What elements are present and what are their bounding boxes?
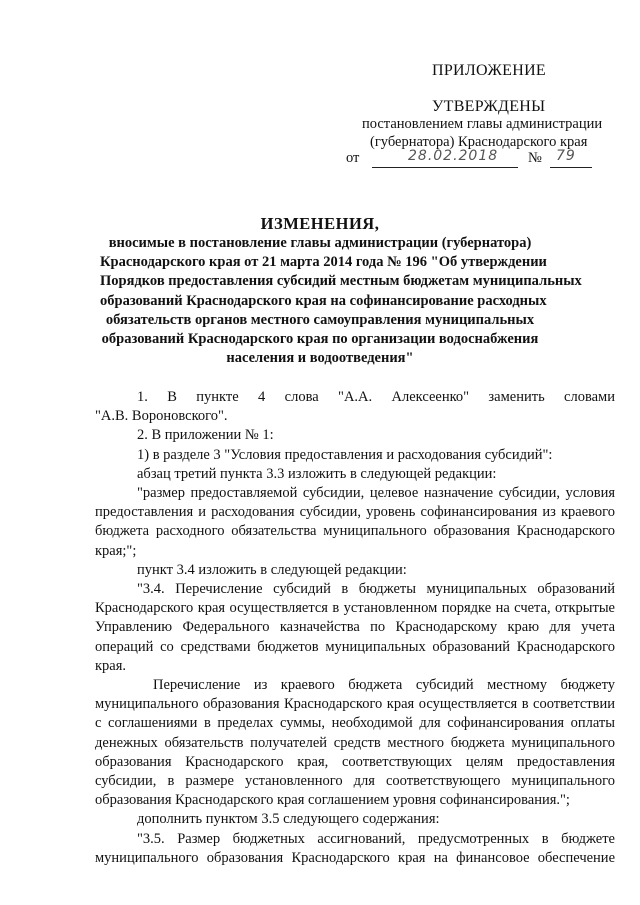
paragraph-1-line-1: 1. В пункте 4 слова "А.А. Алексеенко" заменить словами bbox=[137, 389, 615, 405]
paragraph-2: 2. В приложении № 1: bbox=[137, 427, 274, 444]
paragraph-7: "3.4. Перечисление субсидий в бюджеты муниципальных образований Краснодарского края осуществляется в установленном порядке на счета, открытые Управлению Федерального казначейства по Краснодарскому краю для учета операций со средствами бюджетов муниципальных образований Краснодарского края. bbox=[95, 581, 615, 674]
paragraph-5: "размер предоставляемой субсидии, целевое назначение субсидии, условия предоставления и расходования субсидии, уровень софинансирования из краевого бюджета расходного обязательства муниципального образования Краснодарского края;"; bbox=[95, 485, 615, 559]
paragraph-9: дополнить пунктом 3.5 следующего содержания: bbox=[137, 811, 440, 828]
document-title: ИЗМЕНЕНИЯ, bbox=[260, 214, 380, 233]
paragraph-8: Перечисление из краевого бюджета субсидий местному бюджету муниципального образования Краснодарского края осуществляется в соответствии с соглашениями в пределах суммы, необходимой для софинансирования оплаты денежных обязательств получателей средств местного бюджета муниципального образования Краснодарского края, соответствующих целям предоставления субсидии, в размере установленного для соответствующего муниципального образования Краснодарского края соглашением уровня софинансирования."; bbox=[95, 677, 615, 809]
subtitle-line: Краснодарского края от 21 марта 2014 года № 196 "Об утверждении bbox=[100, 254, 547, 271]
document-subtitle bbox=[100, 234, 582, 368]
appendix-label: ПРИЛОЖЕНИЕ bbox=[432, 62, 547, 79]
subtitle-line: образований Краснодарского края на софинансирование расходных bbox=[100, 292, 547, 309]
paragraph-4: абзац третий пункта 3.3 изложить в следующей редакции: bbox=[137, 465, 497, 482]
subtitle-line: вносимые в постановление главы администрации (губернатора) bbox=[108, 235, 532, 251]
paragraph-3: 1) в разделе 3 "Условия предоставления и расходования субсидий": bbox=[137, 446, 553, 463]
paragraph-6: пункт 3.4 изложить в следующей редакции: bbox=[137, 561, 407, 578]
subtitle-line: обязательств органов местного самоуправления муниципальных bbox=[105, 311, 535, 328]
handwritten-number: 79 bbox=[556, 148, 576, 164]
approval-line-2: (губернатора) Краснодарского края bbox=[370, 134, 588, 150]
document-body bbox=[95, 388, 615, 868]
number-label: № bbox=[528, 150, 542, 166]
subtitle-line: образований Краснодарского края по организации водоснабжения bbox=[101, 331, 539, 348]
from-label: от bbox=[346, 150, 360, 166]
handwritten-date: 28.02.2018 bbox=[408, 148, 499, 164]
paragraph-10: "3.5. Размер бюджетных ассигнований, предусмотренных в бюджете муниципального образования Краснодарского края на финансовое обеспечение bbox=[95, 830, 615, 866]
approved-label: УТВЕРЖДЕНЫ bbox=[432, 98, 546, 115]
date-underline bbox=[372, 167, 518, 168]
subtitle-line: населения и водоотведения" bbox=[226, 350, 414, 367]
subtitle-line: Порядков предоставления субсидий местным бюджетам муниципальных bbox=[100, 273, 582, 290]
number-underline bbox=[550, 167, 592, 168]
approval-line-1: постановлением главы администрации bbox=[362, 116, 603, 132]
paragraph-1-line-2: "А.В. Вороновского". bbox=[95, 408, 228, 425]
